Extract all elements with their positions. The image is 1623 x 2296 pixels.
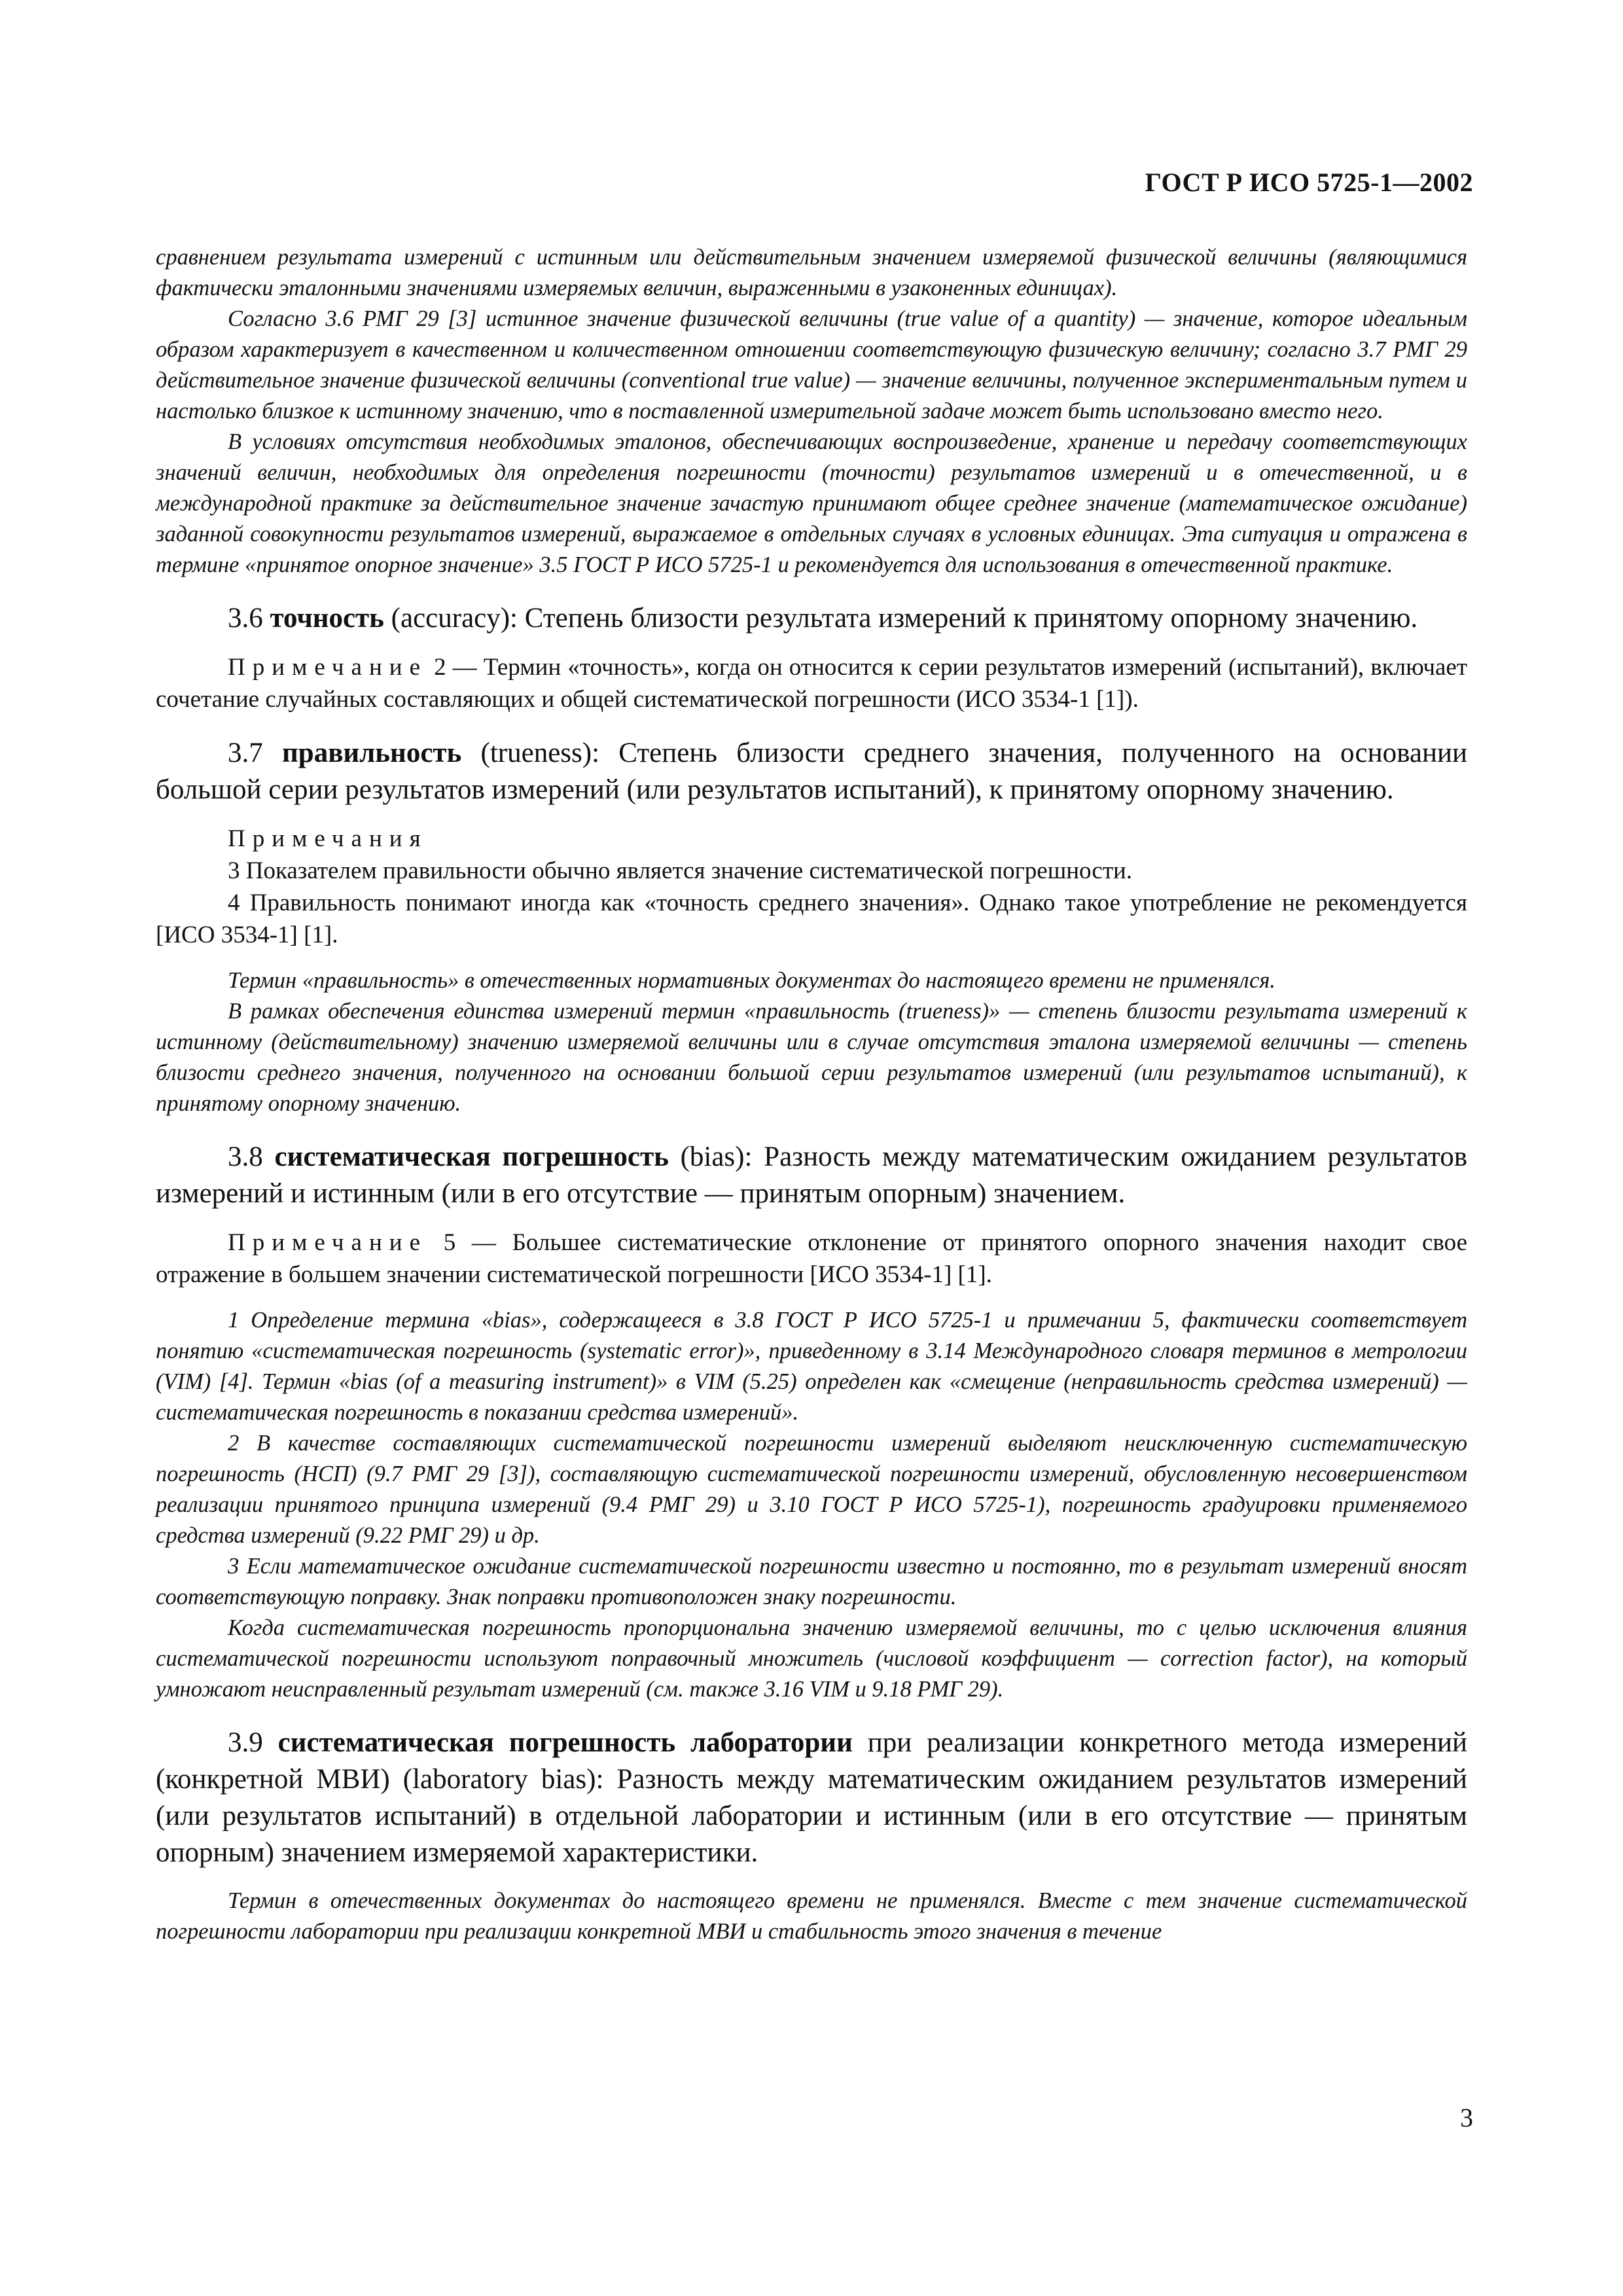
commentary-true-value: Согласно 3.6 РМГ 29 [3] истинное значение физической величины (true value of a quantity) — значение, которое идеальным образом характеризует в качественном и количественном отношении соответствующую физическую величину; согласно 3.7 РМГ 29 действительное значение физической величины (conventional true value) — значение величины, полученное экспериментальным путем и настолько близкое к истинному значению, что в поставленной измерительной задаче может быть использовано вместо него.	[156, 306, 1467, 423]
term-3-7: 3.7 правильность (trueness): Степень близости среднего значения, полученного на основании большой серии результатов измерений (или результатов испытаний), к принятому опорному значению.	[156, 738, 1468, 805]
note-4: 4 Правильность понимают иногда как «точность среднего значения». Однако такое употребление не рекомендуется [ИСО 3534-1] [1].	[156, 889, 1467, 948]
notes-label: Примечания	[228, 825, 428, 852]
commentary-reference-value: В условиях отсутствия необходимых эталонов, обеспечивающих воспроизведение, хранение и передачу соответствующих значений величин, необходимых для определения погрешности (точности) результатов измерений и в отечественной, и в международной практике за действительное значение зачастую принимают общее среднее значение (математическое ожидание) заданной совокупности результатов измерений, выражаемое в отдельных случаях в условных единицах. Эта ситуация и отражена в термине «принятое опорное значение» 3.5 ГОСТ Р ИСО 5725-1 и рекомендуется для использования в отечественной практике.	[156, 429, 1467, 577]
note-label: Примечание	[228, 654, 427, 681]
note-5: Примечание 5 — Большее систематические отклонение от принятого опорного значения находит свое отражение в большем значении систематической погрешности [ИСО 3534-1] [1].	[156, 1229, 1467, 1288]
term-name: систематическая погрешность	[274, 1141, 669, 1172]
standard-designation: ГОСТ Р ИСО 5725-1—2002	[1145, 168, 1473, 197]
term-name: систематическая погрешность лаборатории	[277, 1727, 853, 1758]
term-name: точность	[270, 603, 384, 634]
term-name: правильность	[282, 738, 462, 768]
commentary-lab-bias: Термин в отечественных документах до настоящего времени не применялся. Вместе с тем значение систематической погрешности лаборатории при реализации конкретной МВИ и стабильность этого значения в течение	[156, 1888, 1467, 1944]
continued-paragraph: сравнением результата измерений с истинным или действительным значением измеряемой физической величины (являющимися фактически эталонными значениями измеряемых величин, выраженными в узаконенных единицах).	[156, 245, 1467, 300]
commentary-trueness-definition: В рамках обеспечения единства измерений термин «правильность (trueness)» — степень близости результата измерений к истинному (действительному) значению измеряемой величины или в случае отсутствия эталона измеряемой величины — степень близости среднего значения, полученного на основании большой серии результатов измерений (или результатов испытаний), к принятому опорному значению.	[156, 999, 1467, 1116]
commentary-bias-3: 3 Если математическое ожидание систематической погрешности известно и постоянно, то в результат измерений вносят соответствующую поправку. Знак поправки противоположен знаку погрешности.	[156, 1554, 1467, 1609]
note-3: 3 Показателем правильности обычно является значение систематической погрешности.	[228, 857, 1133, 884]
term-3-6: 3.6 точность (accuracy): Степень близости результата измерений к принятому опорному значению.	[228, 603, 1418, 634]
term-3-8: 3.8 систематическая погрешность (bias): Разность между математическим ожиданием результатов измерений и истинным (или в его отсутствие — принятым опорным) значением.	[156, 1141, 1468, 1209]
commentary-bias-4: Когда систематическая погрешность пропорциональна значению измеряемой величины, то с целью исключения влияния систематической погрешности используют поправочный множитель (числовой коэффициент — correction factor), на который умножают неисправленный результат измерений (см. также 3.16 VIM и 9.18 РМГ 29).	[156, 1615, 1467, 1702]
commentary-trueness-usage: Термин «правильность» в отечественных нормативных документах до настоящего времени не применялся.	[228, 968, 1275, 993]
term-3-9: 3.9 систематическая погрешность лаборатории при реализации конкретного метода измерений (конкретной МВИ) (laboratory bias): Разность между математическим ожиданием результатов измерений (или результатов испытаний) в отдельной лаборатории и истинным (или в его отсутствие — принятым опорным) значением измеряемой характеристики.	[156, 1727, 1467, 1868]
commentary-bias-2: 2 В качестве составляющих систематической погрешности измерений выделяют неисключенную систематическую погрешность (НСП) (9.7 РМГ 29 [3]), составляющую систематической погрешности измерений, обусловленную несовершенством реализации принятого принципа измерений (9.4 РМГ 29) и 3.10 ГОСТ Р ИСО 5725-1), погрешность градуировки применяемого средства измерений (9.22 РМГ 29) и др.	[156, 1431, 1467, 1548]
commentary-bias-1: 1 Определение термина «bias», содержащееся в 3.8 ГОСТ Р ИСО 5725-1 и примечании 5, фактически соответствует понятию «систематическая погрешность (systematic error)», приведенному в 3.14 Международного словаря терминов в метрологии (VIM) [4]. Термин «bias (of a measuring instrument)» в VIM (5.25) определен как «смещение (неправильность средства измерений) — систематическая погрешность в показании средства измерений».	[156, 1308, 1467, 1425]
note-label: Примечание	[228, 1229, 427, 1256]
note-2: Примечание 2 — Термин «точность», когда он относится к серии результатов измерений (испытаний), включает сочетание случайных составляющих и общей систематической погрешности (ИСО 3534-1 [1]).	[156, 654, 1467, 713]
page-number: 3	[1460, 2103, 1473, 2132]
page-content	[156, 242, 1467, 1947]
